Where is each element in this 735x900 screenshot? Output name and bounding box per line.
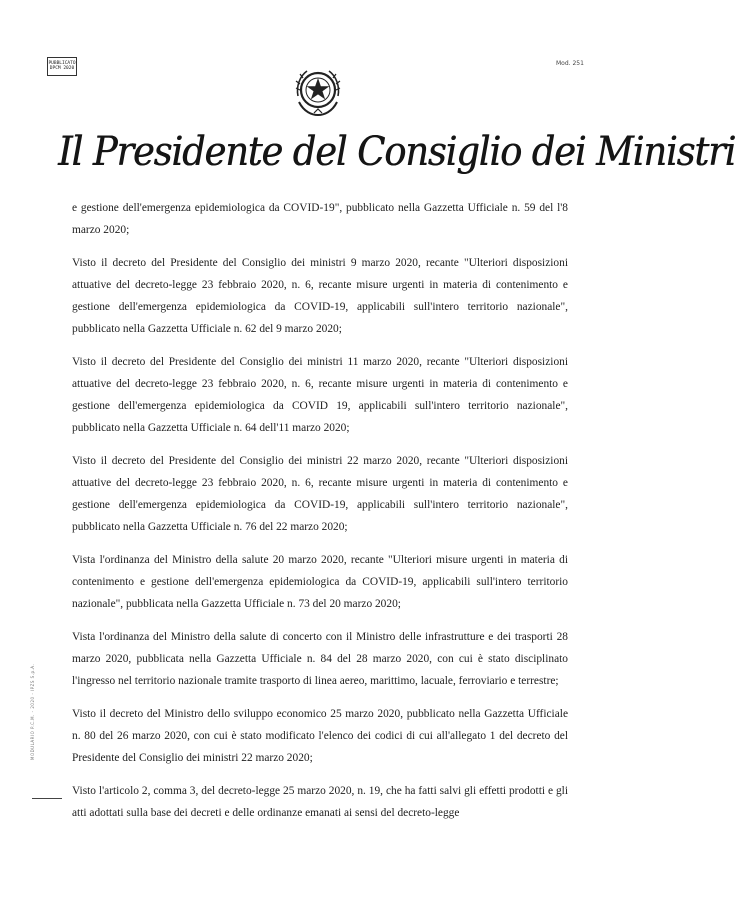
- form-reference: Mod. 251: [556, 60, 584, 67]
- paragraph-articolo-2: Visto l'articolo 2, comma 3, del decreto-legge 25 marzo 2020, n. 19, che ha fatti salvi gli effetti prodotti e gli atti adottati sulla base dei decreti e delle ordinanze emanati ai sensi del decreto-legge: [72, 785, 568, 819]
- paragraph-decreto-mise: Visto il decreto del Ministro dello sviluppo economico 25 marzo 2020, pubblicato nella Gazzetta Ufficiale n. 80 del 26 marzo 2020, con cui è stato modificato l'elenco dei codici di cui all'allegato 1 del decreto del Presidente del Consiglio dei ministri 22 marzo 2020;: [72, 708, 568, 764]
- paragraph-ordinanza-20-marzo: Vista l'ordinanza del Ministro della salute 20 marzo 2020, recante "Ulteriori misure urgenti in materia di contenimento e gestione dell'emergenza epidemiologica da COVID-19, applicabili sull'intero territorio nazionale", pubblicata nella Gazzetta Ufficiale n. 73 del 20 marzo 2020;: [72, 554, 568, 610]
- margin-mark: [32, 798, 62, 799]
- paragraph-dpcm-11-marzo: Visto il decreto del Presidente del Consiglio dei ministri 11 marzo 2020, recante "Ulteriori disposizioni attuative del decreto-legge 23 febbraio 2020, n. 6, recante misure urgenti in materia di contenimento e gestione dell'emergenza epidemiologica da COVID 19, applicabili sull'intero territorio nazionale", pubblicato nella Gazzetta Ufficiale n. 64 dell'11 marzo 2020;: [72, 356, 568, 434]
- letterhead-title-text: Il Presidente del Consiglio dei Ministri: [58, 129, 735, 175]
- stamp-line-2: DPCM 2020: [49, 66, 75, 71]
- protocol-stamp: [47, 57, 77, 76]
- paragraph-ordinanza-28-marzo: Vista l'ordinanza del Ministro della salute di concerto con il Ministro delle infrastrutture e dei trasporti 28 marzo 2020, pubblicata nella Gazzetta Ufficiale n. 84 del 28 marzo 2020, con cui è stato disciplinato l'ingresso nel territorio nazionale tramite trasporto di linea aereo, marittimo, lacuale, ferroviario e terrestre;: [72, 631, 568, 687]
- paragraph-continuation: e gestione dell'emergenza epidemiologica da COVID-19", pubblicato nella Gazzetta Ufficiale n. 59 del l'8 marzo 2020;: [72, 202, 568, 236]
- paragraph-dpcm-9-marzo: Visto il decreto del Presidente del Consiglio dei ministri 9 marzo 2020, recante "Ulteriori disposizioni attuative del decreto-legge 23 febbraio 2020, n. 6, recante misure urgenti in materia di contenimento e gestione dell'emergenza epidemiologica da COVID-19, applicabili sull'intero territorio nazionale", pubblicato nella Gazzetta Ufficiale n. 62 del 9 marzo 2020;: [72, 257, 568, 335]
- paragraph-dpcm-22-marzo: Visto il decreto del Presidente del Consiglio dei ministri 22 marzo 2020, recante "Ulteriori disposizioni attuative del decreto-legge 23 febbraio 2020, n. 6, recante misure urgenti in materia di contenimento e gestione dell'emergenza epidemiologica da COVID-19, applicabili sull'intero territorio nazionale", pubblicato nella Gazzetta Ufficiale n. 76 del 22 marzo 2020;: [72, 455, 568, 533]
- document-body: [72, 197, 568, 835]
- letterhead-title: [58, 124, 735, 180]
- margin-print-note: MODULARIO P.C.M. - 2020 - IPZS S.p.A.: [30, 663, 35, 760]
- stamp-line-1: PUBBLICATO: [48, 61, 76, 66]
- italian-republic-emblem-icon: [290, 62, 346, 118]
